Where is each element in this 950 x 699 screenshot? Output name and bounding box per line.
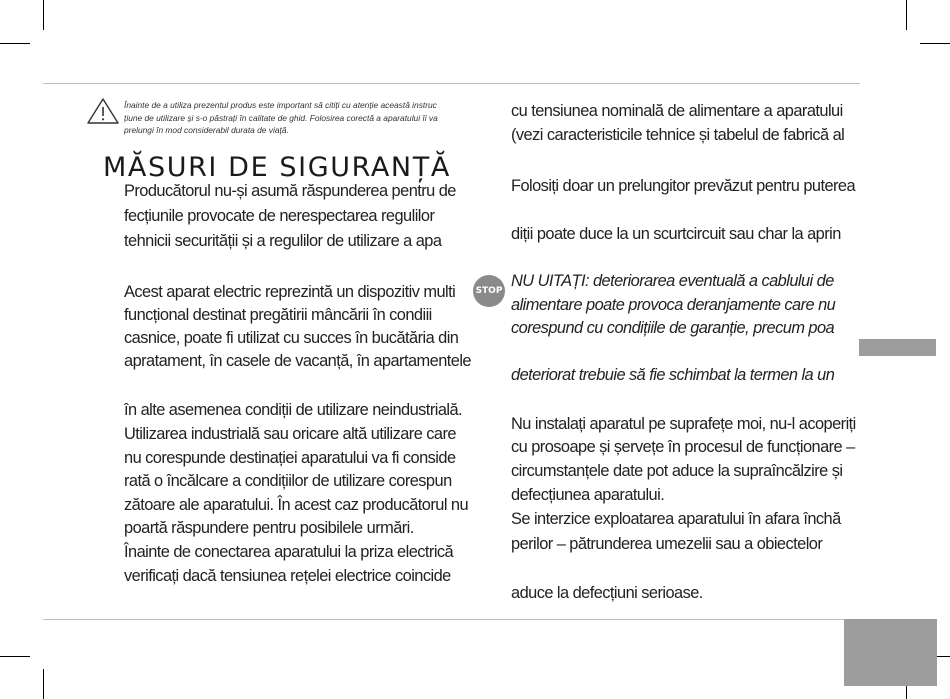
top-rule: [43, 83, 860, 84]
body-line: rată o încălcare a condițiilor de utilizare corespun: [124, 472, 452, 490]
body-line: Acest aparat electric reprezintă un dispozitiv multi: [124, 283, 456, 301]
body-line: Utilizarea industrială sau oricare altă utilizare care: [124, 425, 456, 443]
warning-line: deteriorat trebuie să fie schimbat la termen la un: [511, 366, 835, 384]
body-line: Nu instalați aparatul pe suprafețe moi, nu-l acoperiți: [511, 415, 856, 433]
body-line: zătoare ale aparatului. În acest caz producătorul nu: [124, 496, 469, 514]
body-line: nu corespunde destinației aparatului va fi conside: [124, 449, 456, 467]
body-line: aduce la defecțiuni serioase.: [511, 584, 703, 602]
body-line: poartă răspundere pentru posibilele urmări.: [124, 519, 414, 537]
body-line: Se interzice exploatarea aparatului în afara închă: [511, 510, 841, 528]
body-line: tehnicii securității și a regulilor de utilizare a apa: [124, 232, 442, 250]
body-line: circumstanțele date pot aduce la supraîncălzire și: [511, 462, 843, 480]
crop-mark: [0, 43, 30, 44]
warning-triangle-icon: [86, 97, 120, 125]
body-line: cu prosoape și șervețe în procesul de funcționare –: [511, 438, 855, 456]
crop-mark: [0, 656, 30, 657]
intro-note: [124, 99, 474, 137]
body-line: Folosiți doar un prelungitor prevăzut pentru puterea: [511, 177, 856, 195]
section-heading: MĂSURI DE SIGURANȚĂ: [103, 152, 451, 183]
body-line: diții poate duce la un scurtcircuit sau char la aprin: [511, 225, 841, 243]
body-line: fecțiunile provocate de nerespectarea regulilor: [124, 207, 435, 225]
bottom-rule: [43, 619, 844, 620]
body-line: cu tensiunea nominală de alimentare a aparatului: [511, 102, 843, 120]
intro-line: țiune de utilizare și s-o păstrați în calitate de ghid. Folosirea corectă a aparatului îi va: [124, 112, 438, 123]
stop-icon: STOP: [473, 275, 505, 307]
body-line: (vezi caracteristicile tehnice și tabelul de fabrică al: [511, 126, 845, 144]
crop-mark: [906, 0, 907, 30]
body-line: apratament, în casele de vacanță, în apartamentele: [124, 352, 471, 370]
intro-line: Înainte de a utiliza prezentul produs este important să citiți cu atenție această instruc: [124, 100, 437, 110]
body-line: defecțiunea aparatului.: [511, 486, 665, 504]
warning-line: alimentare poate provoca deranjamente care nu: [511, 296, 836, 314]
body-line: verificați dacă tensiunea rețelei electrice coincide: [124, 567, 451, 585]
body-line: perilor – pătrunderea umezelii sau a obiectelor: [511, 535, 823, 553]
crop-mark: [43, 669, 44, 699]
section-thumb-tab: [859, 339, 936, 356]
body-line: în alte asemenea condiții de utilizare neindustrială.: [124, 401, 463, 419]
body-line: Înainte de conectarea aparatului la priza electrică: [124, 543, 454, 561]
page-corner-tab: [844, 619, 937, 686]
warning-line: NU UITAȚI: deteriorarea eventuală a cablului de: [511, 272, 834, 290]
intro-line: prelungi în mod considerabil durata de viață.: [124, 125, 289, 135]
crop-mark: [920, 43, 950, 44]
body-line: Producătorul nu-și asumă răspunderea pentru de: [124, 182, 456, 200]
body-line: funcțional destinat pregătirii mâncării în condiii: [124, 306, 432, 324]
crop-mark: [43, 0, 44, 30]
body-line: casnice, poate fi utilizat cu succes în bucătăria din: [124, 329, 459, 347]
warning-line: corespund cu condițiile de garanție, precum poa: [511, 319, 835, 337]
